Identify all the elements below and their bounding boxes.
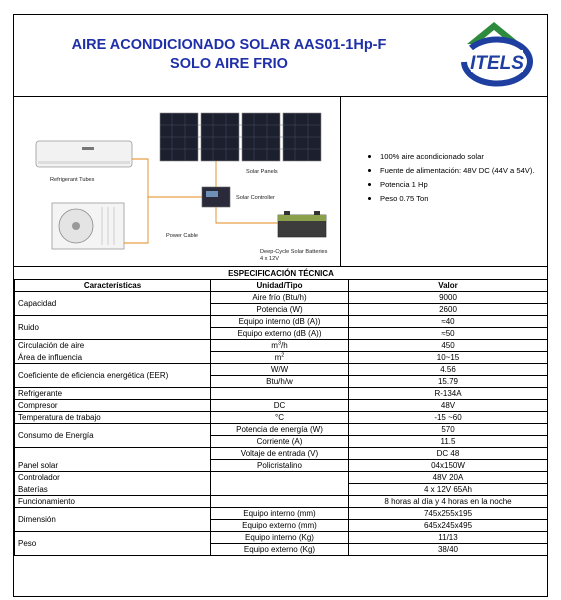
row-value: 11.5 <box>349 436 548 448</box>
col-header: Unidad/Tipo <box>211 280 349 292</box>
row-label: Ruido <box>15 316 211 340</box>
title-line-2: SOLO AIRE FRIO <box>170 56 288 72</box>
row-label <box>15 448 211 460</box>
row-unit <box>211 388 349 400</box>
row-value: 450 <box>349 340 548 352</box>
row-label: Peso <box>15 532 211 556</box>
row-unit <box>211 340 349 352</box>
row-value: 15.79 <box>349 376 548 388</box>
row-unit: Equipo externo (dB (A)) <box>211 328 349 340</box>
row-unit: Equipo interno (Kg) <box>211 532 349 544</box>
row-value: ≈40 <box>349 316 548 328</box>
row-value: -15 ~60 <box>349 412 548 424</box>
row-value: 745x255x195 <box>349 508 548 520</box>
table-row <box>15 400 548 412</box>
label-batteries-count: 4 x 12V <box>260 256 279 262</box>
row-value: 8 horas al día y 4 horas en la noche <box>349 496 548 508</box>
feature-item: Fuente de alimentación: 48V DC (44V a 54V). <box>366 165 546 176</box>
row-unit: Equipo externo (Kg) <box>211 544 349 556</box>
row-label: Consumo de Energía <box>15 424 211 448</box>
row-value: 38/40 <box>349 544 548 556</box>
label-refrigerant-tubes: Refrigerant Tubes <box>50 177 95 183</box>
row-value: ≈50 <box>349 328 548 340</box>
row-value: 48V <box>349 400 548 412</box>
row-value: 48V 20A <box>349 472 548 484</box>
table-row <box>15 460 548 472</box>
unit-exponent: 3 <box>277 340 282 347</box>
row-unit: Equipo interno (mm) <box>211 508 349 520</box>
row-label: Refrigerante <box>15 388 211 400</box>
row-unit <box>211 472 349 484</box>
row-unit: Btu/h/w <box>211 376 349 388</box>
feature-item: Peso 0.75 Ton <box>366 193 546 204</box>
table-row <box>15 316 548 328</box>
row-unit: °C <box>211 412 349 424</box>
row-value: 645x245x495 <box>349 520 548 532</box>
title-line-1: AIRE ACONDICIONADO SOLAR AAS01-1Hp-F <box>71 37 387 53</box>
label-solar-controller: Solar Controller <box>236 195 275 201</box>
row-label: Coeficiente de eficiencia energética (EER) <box>15 364 211 388</box>
logo-text: ITELS <box>470 53 524 74</box>
row-value: 570 <box>349 424 548 436</box>
row-value: 2600 <box>349 304 548 316</box>
row-value: 11/13 <box>349 532 548 544</box>
table-row <box>15 484 548 496</box>
row-unit: Corriente (A) <box>211 436 349 448</box>
spec-table <box>14 267 548 556</box>
row-unit <box>211 496 349 508</box>
table-row <box>15 424 548 436</box>
row-value: 4 x 12V 65Ah <box>349 484 548 496</box>
product-overview <box>14 97 547 267</box>
feature-item: 100% aire acondicionado solar <box>366 151 546 162</box>
row-unit: Aire frío (Btu/h) <box>211 292 349 304</box>
row-value: 4.56 <box>349 364 548 376</box>
table-row <box>15 352 548 364</box>
row-label: Panel solar <box>15 460 211 472</box>
table-row <box>15 340 548 352</box>
solar-panels-graphic <box>160 113 321 161</box>
row-label: Funcionamiento <box>15 496 211 508</box>
row-label: Circulación de aire <box>15 340 211 352</box>
unit-tail: /h <box>281 341 288 350</box>
row-unit <box>211 484 349 496</box>
feature-list <box>366 151 546 207</box>
row-unit: Potencia (W) <box>211 304 349 316</box>
unit-base: m <box>274 353 282 362</box>
row-unit: DC <box>211 400 349 412</box>
table-row <box>15 292 548 304</box>
outdoor-unit-graphic <box>52 203 124 249</box>
row-label: Dimensión <box>15 508 211 532</box>
table-row <box>15 472 548 484</box>
header <box>14 15 547 97</box>
label-power-cable: Power Cable <box>166 233 199 239</box>
row-label: Temperatura de trabajo <box>15 412 211 424</box>
row-unit: W/W <box>211 364 349 376</box>
row-unit: Equipo interno (dB (A)) <box>211 316 349 328</box>
table-header-row <box>15 280 548 292</box>
table-row <box>15 364 548 376</box>
spec-sheet <box>13 14 548 597</box>
label-solar-panels: Solar Panels <box>246 169 278 175</box>
row-value: DC 48 <box>349 448 548 460</box>
row-value: R-134A <box>349 388 548 400</box>
row-label: Capacidad <box>15 292 211 316</box>
row-value: 9000 <box>349 292 548 304</box>
row-value: 10~15 <box>349 352 548 364</box>
spec-caption: ESPECIFICACIÓN TÉCNICA <box>15 267 548 280</box>
row-label: Controlador <box>15 472 211 484</box>
table-row <box>15 508 548 520</box>
table-row <box>15 496 548 508</box>
page-title <box>14 36 444 74</box>
row-value: 04x150W <box>349 460 548 472</box>
row-unit: Voltaje de entrada (V) <box>211 448 349 460</box>
system-diagram <box>20 103 338 263</box>
table-row <box>15 448 548 460</box>
solar-controller-graphic <box>202 187 230 207</box>
row-unit: Potencia de energía (W) <box>211 424 349 436</box>
battery-graphic <box>278 211 326 237</box>
row-label: Área de influencia <box>15 352 211 364</box>
itels-logo <box>451 18 537 92</box>
col-header: Características <box>15 280 211 292</box>
label-batteries: Deep-Cycle Solar Batteries <box>260 249 328 255</box>
table-row <box>15 388 548 400</box>
row-unit <box>211 352 349 364</box>
row-unit: Policristalino <box>211 460 349 472</box>
table-row <box>15 412 548 424</box>
indoor-unit-graphic <box>36 141 132 167</box>
row-label: Compresor <box>15 400 211 412</box>
row-unit: Equipo externo (mm) <box>211 520 349 532</box>
row-label: Baterías <box>15 484 211 496</box>
col-header: Valor <box>349 280 548 292</box>
unit-base: m <box>271 341 278 350</box>
table-row <box>15 532 548 544</box>
unit-exponent: 2 <box>281 352 285 359</box>
section-divider <box>340 97 341 266</box>
feature-item: Potencia 1 Hp <box>366 179 546 190</box>
